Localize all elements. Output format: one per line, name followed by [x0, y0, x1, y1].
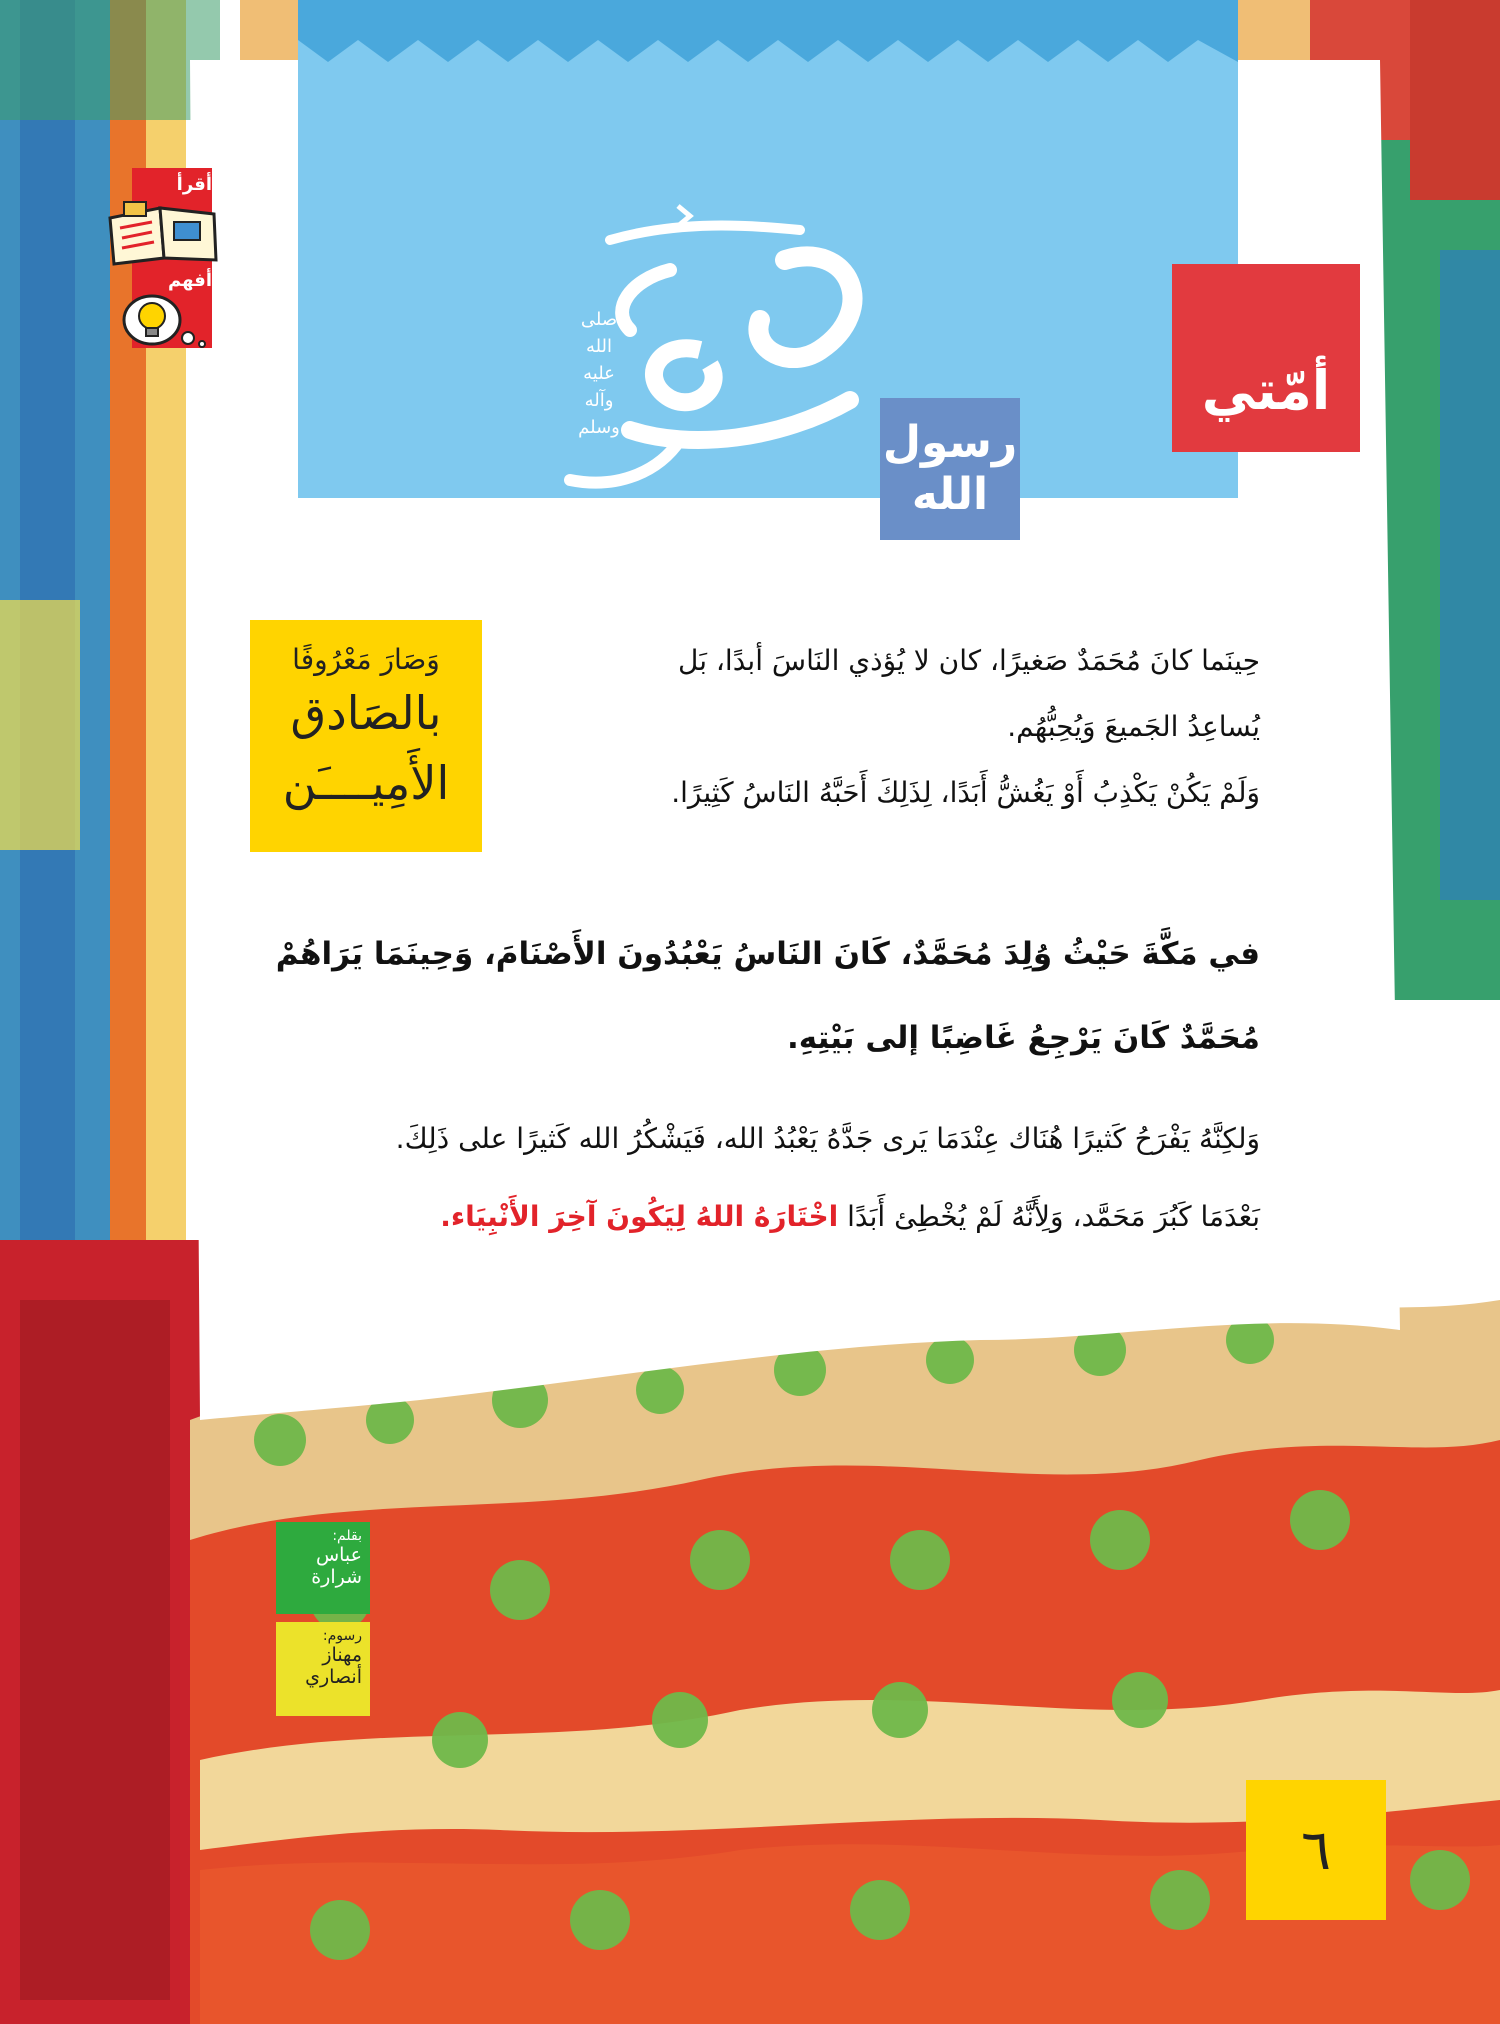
- paragraph-line: مُحَمَّدٌ كَانَ يَرْجِعُ غَاضِبًا إلى بَيْتِهِ.: [787, 1020, 1260, 1056]
- writer-name: شرارة: [311, 1566, 362, 1588]
- paragraph-text: بَعْدَمَا كَبُرَ مَحَمَّد، وَلِأَنَّهُ لَمْ يُخْطِئ أَبَدًا: [847, 1200, 1260, 1233]
- paragraph-line: وَلَمْ يَكُنْ يَكْذِبُ أَوْ يَغُشُّ أَبَدًا، لِذَلِكَ أَحَبَّهُ النَاسُ كَثِيرًا.: [671, 776, 1260, 809]
- highlighted-text: اخْتَارَهُ اللهُ لِيَكُونَ آخِرَ الأَنْبِيَاء.: [440, 1200, 839, 1233]
- header-banner: [298, 0, 1238, 498]
- paragraph-line-with-highlight: [240, 1178, 1260, 1256]
- paragraph-line: حِينَما كانَ مُحَمَدٌ صَغيرًا، كان لا يُؤذي النَاسَ أبدًا، بَل: [678, 644, 1260, 677]
- salutation-word: وسلم: [578, 417, 620, 438]
- artist-name: أنصاري: [305, 1666, 362, 1688]
- paragraph-1: [500, 628, 1260, 826]
- callout-box: [250, 620, 482, 852]
- rasool-allah-box: [880, 398, 1020, 540]
- rasool-line2: الله: [911, 469, 989, 520]
- book-icon: [104, 198, 222, 268]
- page-number: ٦: [1246, 1780, 1386, 1920]
- salutation-word: صلى: [580, 309, 618, 330]
- read-understand-badge: [104, 168, 222, 348]
- rasool-line1: رسول: [882, 417, 1018, 468]
- paragraph-line: وَلكِنَّهُ يَفْرَحُ كَثيرًا هُنَاك عِنْدَمَا يَرى جَدَّهُ يَعْبُدُ الله، فَيَشْكُرُ الله كَثيرًا على ذَلِكَ.: [395, 1122, 1260, 1155]
- paragraph-2: [240, 912, 1260, 1080]
- salutation-word: وآله: [584, 390, 614, 411]
- artist-credit: [276, 1622, 370, 1716]
- read-label: أقرأ: [176, 174, 212, 195]
- salutation-word: الله: [585, 336, 613, 357]
- section-badge: أمّتي: [1172, 264, 1360, 452]
- writer-name: عباس: [315, 1544, 362, 1566]
- writer-role: بقلم:: [332, 1528, 362, 1544]
- lightbulb-icon: [118, 288, 210, 348]
- artist-role: رسوم:: [322, 1628, 362, 1644]
- artist-name: مهناز: [322, 1644, 362, 1666]
- paragraph-line: في مَكَّةَ حَيْثُ وُلِدَ مُحَمَّدٌ، كَانَ النَاسُ يَعْبُدُونَ الأَصْنَامَ، وَحِينَمَا يَرَاهُمْ: [275, 936, 1260, 972]
- salutation-word: عليه: [583, 363, 615, 384]
- callout-line1: بالصَادق: [290, 686, 442, 740]
- salutation-text: [564, 306, 634, 441]
- paragraph-line: يُساعِدُ الجَميعَ وَيُحِبُّهُم.: [1007, 710, 1260, 743]
- understand-label: أفهم: [168, 270, 212, 291]
- callout-top-text: وَصَارَ مَعْرُوفًا: [292, 643, 440, 676]
- banner-zigzag-edge: [298, 0, 1238, 70]
- callout-line2: الأَمِيــــَن: [282, 756, 450, 810]
- writer-credit: [276, 1522, 370, 1614]
- paragraph-3: [240, 1100, 1260, 1256]
